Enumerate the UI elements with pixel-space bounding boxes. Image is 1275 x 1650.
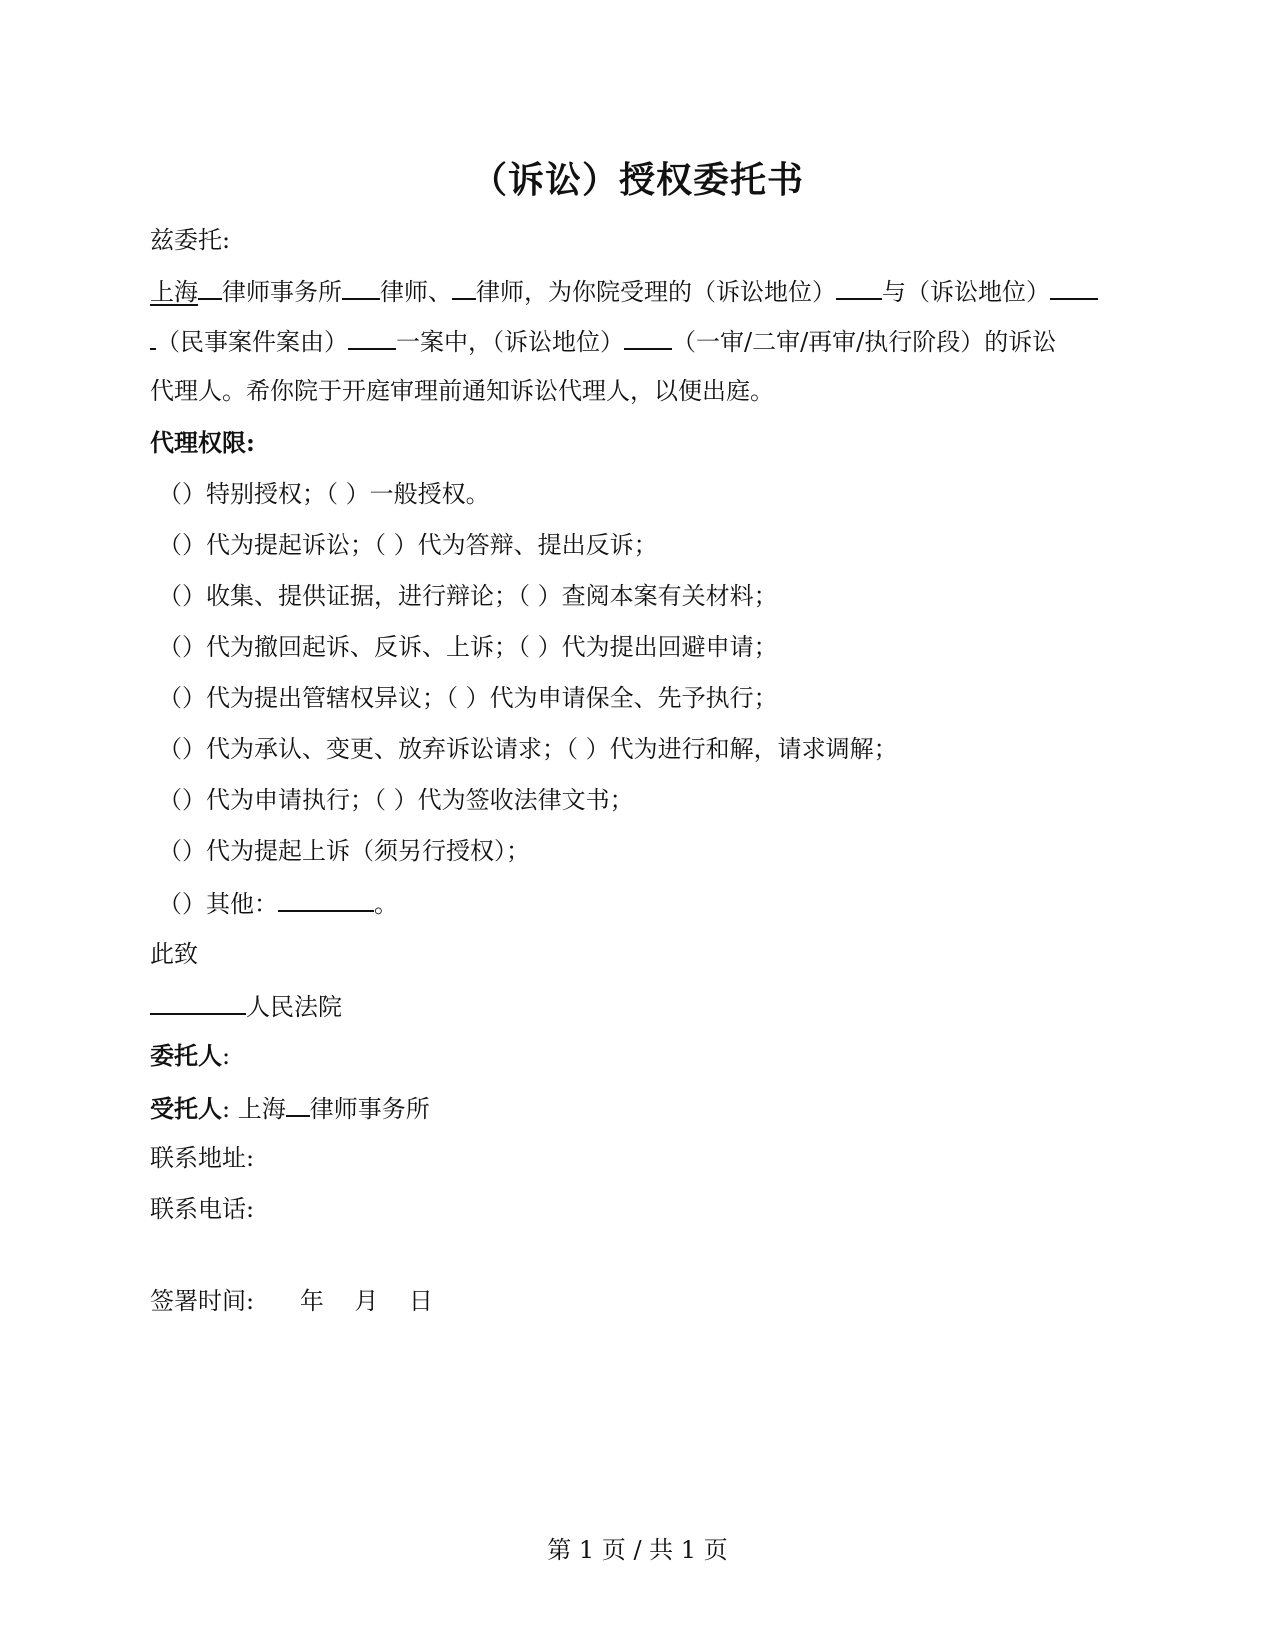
- salutation: 此致: [150, 940, 198, 968]
- permission-item: （）代为申请执行；（ ）代为签收法律文书；: [158, 786, 634, 814]
- permission-item: （）代为承认、变更、放弃诉讼请求；（ ）代为进行和解，请求调解；: [158, 735, 898, 763]
- lawyer1-blank: [342, 274, 380, 300]
- paragraph-line-2: （民事案件案由） 一案中，（诉讼地位） （一审/二审/再审/执行阶段）的诉讼: [150, 324, 1056, 358]
- party3-blank: [624, 324, 672, 350]
- intro-line: 兹委托:: [150, 226, 231, 254]
- agent-line: 受托人: 上海 律师事务所: [150, 1091, 430, 1125]
- permission-item: （）代为提出管辖权异议；（ ）代为申请保全、先予执行；: [158, 684, 778, 712]
- agent-firm-blank: [286, 1091, 310, 1117]
- other-blank: [278, 886, 374, 912]
- firm-city: 上海: [150, 278, 198, 306]
- case-cause-blank: [348, 324, 396, 350]
- sign-date-line: 签署时间: 年 月 日: [150, 1287, 433, 1315]
- permission-item: （）特别授权；（ ）一般授权。: [158, 480, 490, 508]
- party2-blank: [1050, 274, 1098, 300]
- page-footer: 第 1 页 / 共 1 页: [547, 1536, 728, 1564]
- firm-name-blank: [198, 274, 222, 300]
- phone-line: 联系电话:: [150, 1195, 255, 1223]
- lawyer2-blank: [452, 274, 476, 300]
- paragraph-line-3: 代理人。希你院于开庭审理前通知诉讼代理人，以便出庭。: [150, 377, 774, 405]
- party1-blank: [836, 274, 882, 300]
- permission-item: （）代为提起上诉（须另行授权）；: [158, 837, 530, 865]
- address-line: 联系地址:: [150, 1144, 255, 1172]
- permission-other: （）其他： 。: [158, 886, 398, 920]
- permission-item: （）代为提起诉讼；（ ）代为答辩、提出反诉；: [158, 531, 658, 559]
- permission-item: （）收集、提供证据，进行辩论；（ ）查阅本案有关材料；: [158, 582, 778, 610]
- permissions-heading: 代理权限:: [150, 428, 255, 457]
- principal-line: 委托人:: [150, 1041, 231, 1070]
- document-title: （诉讼）授权委托书: [470, 159, 804, 201]
- permission-item: （）代为撤回起诉、反诉、上诉；（ ）代为提出回避申请；: [158, 633, 778, 661]
- court-line: 人民法院: [150, 989, 342, 1023]
- paragraph-line-1: 上海 律师事务所 律师、 律师，为你院受理的（诉讼地位） 与（诉讼地位）: [150, 274, 1098, 308]
- court-blank: [150, 989, 246, 1015]
